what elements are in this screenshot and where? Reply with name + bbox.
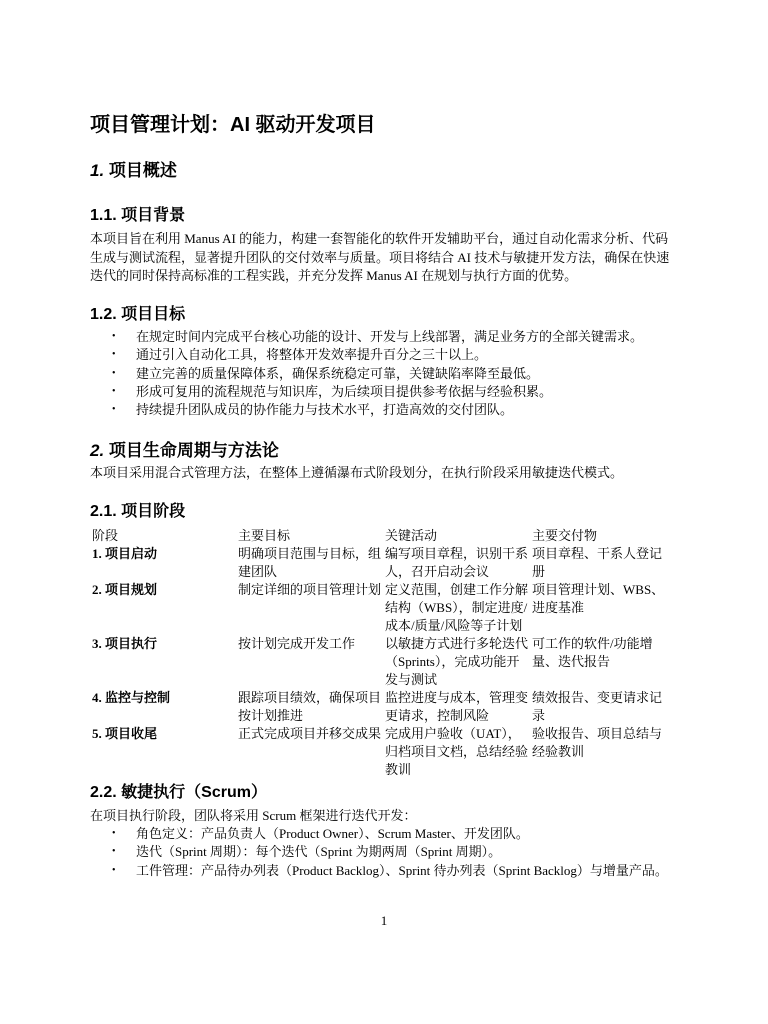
table-header-row xyxy=(92,527,678,545)
section-2-1-heading xyxy=(90,498,185,521)
phases-table xyxy=(92,527,678,779)
section-2-1-number: 2.1. xyxy=(90,503,117,520)
section-2-title: 项目生命周期与方法论 xyxy=(108,441,279,460)
table-cell-phase: 5. 项目收尾 xyxy=(92,726,158,741)
table-cell-goal: 明确项目范围与目标，组建团队 xyxy=(238,546,382,579)
section-1-2-title: 项目目标 xyxy=(121,306,186,323)
list-item: • 迭代（Sprint 周期）：每个迭代（Sprint 为期两周（Sprint 周期）。 xyxy=(90,843,680,861)
table-cell-activities: 监控进度与成本，管理变更请求，控制风险 xyxy=(385,690,529,723)
table-row xyxy=(92,689,678,725)
list-item: • 通过引入自动化工具，将整体开发效率提升百分之三十以上。 xyxy=(90,346,680,364)
objectives-list xyxy=(90,328,680,419)
table-cell-deliverables: 项目章程、干系人登记册 xyxy=(532,546,663,579)
document-title: 项目管理计划：AI 驱动开发项目 xyxy=(90,114,376,136)
section-2-2-title: 敏捷执行（Scrum） xyxy=(121,784,267,801)
table-cell-activities: 编写项目章程，识别干系人，召开启动会议 xyxy=(385,546,529,579)
table-cell-goal: 制定详细的项目管理计划 xyxy=(238,582,382,597)
table-row xyxy=(92,635,678,689)
table-cell-deliverables: 项目管理计划、WBS、进度基准 xyxy=(532,582,665,615)
table-header-cell: 主要目标 xyxy=(238,528,291,543)
table-cell-deliverables: 绩效报告、变更请求记录 xyxy=(532,690,663,723)
section-1-2-number: 1.2. xyxy=(90,306,117,323)
list-item: • 持续提升团队成员的协作能力与技术水平，打造高效的交付团队。 xyxy=(90,401,680,419)
scrum-list xyxy=(90,825,680,880)
table-cell-goal: 跟踪项目绩效，确保项目按计划推进 xyxy=(238,690,382,723)
list-item: • 角色定义：产品负责人（Product Owner）、Scrum Master、开发团队。 xyxy=(90,825,680,843)
section-1-number: 1. xyxy=(90,161,105,180)
list-item: • 形成可复用的流程规范与知识库，为后续项目提供参考依据与经验积累。 xyxy=(90,383,680,401)
scrum-intro: 在项目执行阶段，团队将采用 Scrum 框架进行迭代开发： xyxy=(90,808,417,823)
table-header-cell: 关键活动 xyxy=(385,528,438,543)
list-item: • 在规定时间内完成平台核心功能的设计、开发与上线部署，满足业务方的全部关键需求。 xyxy=(90,328,680,346)
methodology-intro: 本项目采用混合式管理方法，在整体上遵循瀑布式阶段划分，在执行阶段采用敏捷迭代模式。 xyxy=(90,465,624,480)
table-cell-phase: 2. 项目规划 xyxy=(92,582,158,597)
table-cell-phase: 4. 监控与控制 xyxy=(92,690,171,705)
section-2-2-heading xyxy=(90,779,267,802)
table-row xyxy=(92,581,678,635)
list-item: • 建立完善的质量保障体系，确保系统稳定可靠，关键缺陷率降至最低。 xyxy=(90,365,680,383)
table-cell-phase: 3. 项目执行 xyxy=(92,636,158,651)
table-cell-deliverables: 可工作的软件/功能增量、迭代报告 xyxy=(532,636,653,669)
section-1-1-number: 1.1. xyxy=(90,207,117,224)
section-1-1-heading xyxy=(90,202,185,225)
table-cell-goal: 正式完成项目并移交成果 xyxy=(238,726,382,741)
section-2-1-title: 项目阶段 xyxy=(121,503,186,520)
table-cell-goal: 按计划完成开发工作 xyxy=(238,636,356,651)
table-cell-deliverables: 验收报告、项目总结与经验教训 xyxy=(532,726,663,759)
section-2-number: 2. xyxy=(90,441,105,460)
table-header-cell: 阶段 xyxy=(92,528,119,543)
page-number: 1 xyxy=(380,913,388,928)
section-2-2-number: 2.2. xyxy=(90,784,117,801)
section-1-title: 项目概述 xyxy=(108,161,177,180)
background-paragraph: 本项目旨在利用 Manus AI 的能力，构建一套智能化的软件开发辅助平台，通过自动化需求分析、代码生成与测试流程，显著提升团队的交付效率与质量。项目将结合 AI 技术与敏捷开发方法，确保在快速迭代的同时保持高标准的工程实践，并充分发挥 Manus AI 在规划与执行方面的优势。 xyxy=(90,231,670,283)
table-cell-activities: 以敏捷方式进行多轮迭代（Sprints），完成功能开发与测试 xyxy=(385,636,529,687)
table-row xyxy=(92,725,678,779)
table-cell-activities: 完成用户验收（UAT），归档项目文档，总结经验教训 xyxy=(385,726,529,777)
list-item: • 工件管理：产品待办列表（Product Backlog）、Sprint 待办列表（Sprint Backlog）与增量产品。 xyxy=(90,862,680,880)
section-1-2-heading xyxy=(90,301,185,324)
table-header-cell: 主要交付物 xyxy=(532,528,598,543)
section-2-heading xyxy=(90,436,279,461)
section-1-heading xyxy=(90,156,177,181)
table-cell-phase: 1. 项目启动 xyxy=(92,546,158,561)
section-1-1-title: 项目背景 xyxy=(121,207,186,224)
table-cell-activities: 定义范围，创建工作分解结构（WBS），制定进度/成本/质量/风险等子计划 xyxy=(385,582,529,633)
table-row xyxy=(92,545,678,581)
